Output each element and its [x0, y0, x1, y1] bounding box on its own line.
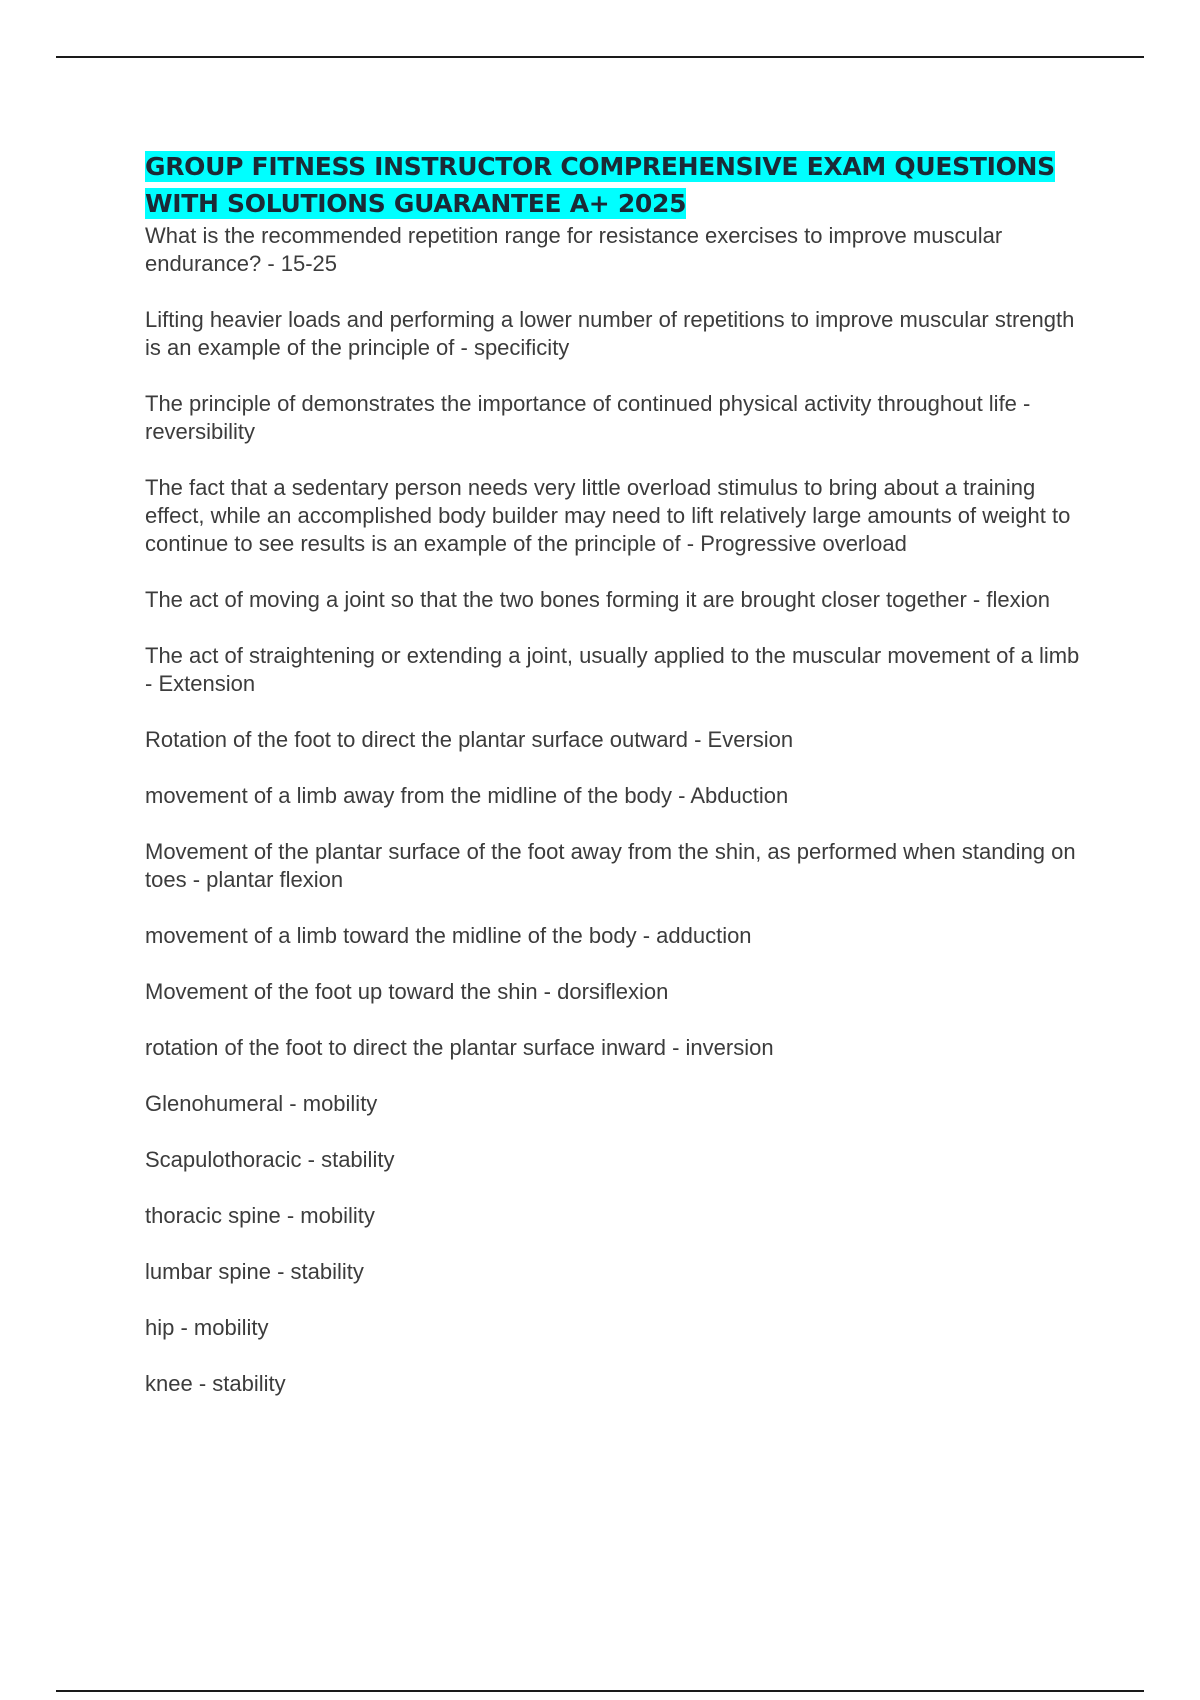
- qa-item: movement of a limb toward the midline of the body - adduction: [145, 923, 752, 948]
- qa-item: movement of a limb away from the midline of the body - Abduction: [145, 783, 789, 808]
- document-title: [145, 148, 1085, 222]
- qa-item: thoracic spine - mobility: [145, 1203, 375, 1228]
- qa-item: Movement of the plantar surface of the foot away from the shin, as performed when standing on toes - plantar flexion: [145, 839, 1076, 892]
- qa-item: What is the recommended repetition range for resistance exercises to improve muscular endurance? - 15-25: [145, 223, 1003, 276]
- qa-item: Rotation of the foot to direct the plantar surface outward - Eversion: [145, 727, 794, 752]
- qa-item: Scapulothoracic - stability: [145, 1147, 395, 1172]
- qa-item: Glenohumeral - mobility: [145, 1091, 378, 1116]
- qa-item: rotation of the foot to direct the plantar surface inward - inversion: [145, 1035, 774, 1060]
- qa-item: Movement of the foot up toward the shin - dorsiflexion: [145, 979, 669, 1004]
- title-highlight: GROUP FITNESS INSTRUCTOR COMPREHENSIVE EXAM QUESTIONS WITH SOLUTIONS GUARANTEE A+ 2025: [145, 152, 1055, 218]
- qa-item: knee - stability: [145, 1371, 286, 1396]
- qa-item: The act of moving a joint so that the two bones forming it are brought closer together - flexion: [145, 587, 1050, 612]
- qa-item: hip - mobility: [145, 1315, 269, 1340]
- qa-item: Lifting heavier loads and performing a lower number of repetitions to improve muscular strength is an example of the principle of - specificity: [145, 307, 1075, 360]
- qa-item: The act of straightening or extending a joint, usually applied to the muscular movement of a limb - Extension: [145, 643, 1080, 696]
- bottom-rule: [56, 1690, 1144, 1692]
- qa-item: The fact that a sedentary person needs very little overload stimulus to bring about a training effect, while an accomplished body builder may need to lift relatively large amounts of weight to continue to see results is an example of the principle of - Progressive overload: [145, 475, 1071, 556]
- qa-list: [145, 222, 1085, 1398]
- qa-item: lumbar spine - stability: [145, 1259, 364, 1284]
- qa-item: The principle of demonstrates the importance of continued physical activity throughout life - reversibility: [145, 391, 1031, 444]
- document-body: [145, 148, 1085, 1426]
- top-rule: [56, 56, 1144, 58]
